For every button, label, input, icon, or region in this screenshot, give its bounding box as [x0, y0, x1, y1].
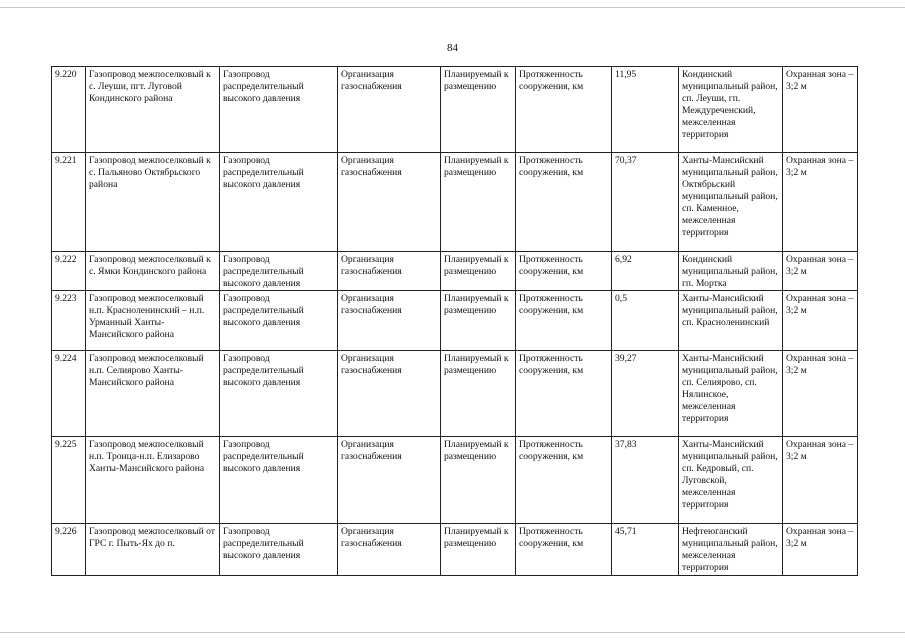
object-status: Планируемый к размещению — [441, 252, 516, 291]
object-location: Ханты-Мансийский муниципальный район, сп. Красноленинский — [679, 291, 783, 351]
table-row — [52, 524, 858, 576]
table-row — [52, 291, 858, 351]
row-number: 9.222 — [52, 252, 86, 291]
table-row — [52, 437, 858, 524]
object-value: 6,92 — [612, 252, 679, 291]
table-row — [52, 67, 858, 153]
object-location: Ханты-Мансийский муниципальный район, сп. Селиярово, сп. Нялинское, межселенная территория — [679, 351, 783, 437]
object-parameter: Протяженность сооружения, км — [516, 351, 612, 437]
object-type: Газопровод распределительный высокого давления — [220, 252, 338, 291]
object-zone: Охранная зона – 3;2 м — [783, 524, 858, 576]
object-purpose: Организация газоснабжения — [338, 252, 441, 291]
row-number: 9.223 — [52, 291, 86, 351]
object-status: Планируемый к размещению — [441, 291, 516, 351]
object-status: Планируемый к размещению — [441, 524, 516, 576]
object-purpose: Организация газоснабжения — [338, 351, 441, 437]
object-type: Газопровод распределительный высокого давления — [220, 291, 338, 351]
object-purpose: Организация газоснабжения — [338, 437, 441, 524]
object-zone: Охранная зона – 3;2 м — [783, 437, 858, 524]
object-location: Нефтеюганский муниципальный район, межселенная территория — [679, 524, 783, 576]
object-zone: Охранная зона – 3;2 м — [783, 67, 858, 153]
object-name: Газопровод межпоселковый к с. Пальяново Октябрьского района — [86, 153, 220, 252]
object-type: Газопровод распределительный высокого давления — [220, 153, 338, 252]
object-type: Газопровод распределительный высокого давления — [220, 437, 338, 524]
object-parameter: Протяженность сооружения, км — [516, 291, 612, 351]
object-name: Газопровод межпоселковый н.п. Троица-н.п. Елизарово Ханты-Мансийского района — [86, 437, 220, 524]
object-value: 45,71 — [612, 524, 679, 576]
row-number: 9.220 — [52, 67, 86, 153]
object-status: Планируемый к размещению — [441, 153, 516, 252]
object-type: Газопровод распределительный высокого давления — [220, 524, 338, 576]
object-parameter: Протяженность сооружения, км — [516, 153, 612, 252]
object-status: Планируемый к размещению — [441, 351, 516, 437]
object-parameter: Протяженность сооружения, км — [516, 252, 612, 291]
object-parameter: Протяженность сооружения, км — [516, 437, 612, 524]
table-row — [52, 351, 858, 437]
page-number: 84 — [447, 42, 458, 54]
table-row — [52, 252, 858, 291]
object-name: Газопровод межпоселковый н.п. Красноленинский – н.п. Урманный Ханты-Мансийского района — [86, 291, 220, 351]
object-value: 70,37 — [612, 153, 679, 252]
table-row — [52, 153, 858, 252]
object-location: Ханты-Мансийский муниципальный район, сп. Кедровый, сп. Луговской, межселенная территория — [679, 437, 783, 524]
object-status: Планируемый к размещению — [441, 67, 516, 153]
object-type: Газопровод распределительный высокого давления — [220, 351, 338, 437]
row-number: 9.225 — [52, 437, 86, 524]
row-number: 9.224 — [52, 351, 86, 437]
object-zone: Охранная зона – 3;2 м — [783, 153, 858, 252]
object-zone: Охранная зона – 3;2 м — [783, 351, 858, 437]
object-value: 11,95 — [612, 67, 679, 153]
object-parameter: Протяженность сооружения, км — [516, 67, 612, 153]
object-status: Планируемый к размещению — [441, 437, 516, 524]
object-name: Газопровод межпоселковый от ГРС г. Пыть-Ях до п. — [86, 524, 220, 576]
object-value: 39,27 — [612, 351, 679, 437]
scan-artifact-bottom — [0, 632, 905, 633]
object-purpose: Организация газоснабжения — [338, 291, 441, 351]
object-zone: Охранная зона – 3;2 м — [783, 291, 858, 351]
object-name: Газопровод межпоселковый к с. Ямки Кондинского района — [86, 252, 220, 291]
row-number: 9.226 — [52, 524, 86, 576]
object-parameter: Протяженность сооружения, км — [516, 524, 612, 576]
object-location: Кондинский муниципальный район, сп. Леуши, гп. Междуреченский, межселенная территория — [679, 67, 783, 153]
object-name: Газопровод межпоселковый н.п. Селиярово Ханты-Мансийского района — [86, 351, 220, 437]
object-location: Ханты-Мансийский муниципальный район, Октябрьский муниципальный район, сп. Каменное, межселенная территория — [679, 153, 783, 252]
object-value: 0,5 — [612, 291, 679, 351]
object-value: 37,83 — [612, 437, 679, 524]
scan-artifact-top — [0, 7, 905, 8]
object-name: Газопровод межпоселковый к с. Леуши, пгт. Луговой Кондинского района — [86, 67, 220, 153]
object-purpose: Организация газоснабжения — [338, 524, 441, 576]
object-location: Кондинский муниципальный район, гп. Мортка — [679, 252, 783, 291]
object-zone: Охранная зона – 3;2 м — [783, 252, 858, 291]
objects-table — [51, 66, 858, 576]
row-number: 9.221 — [52, 153, 86, 252]
object-purpose: Организация газоснабжения — [338, 153, 441, 252]
object-purpose: Организация газоснабжения — [338, 67, 441, 153]
object-type: Газопровод распределительный высокого давления — [220, 67, 338, 153]
